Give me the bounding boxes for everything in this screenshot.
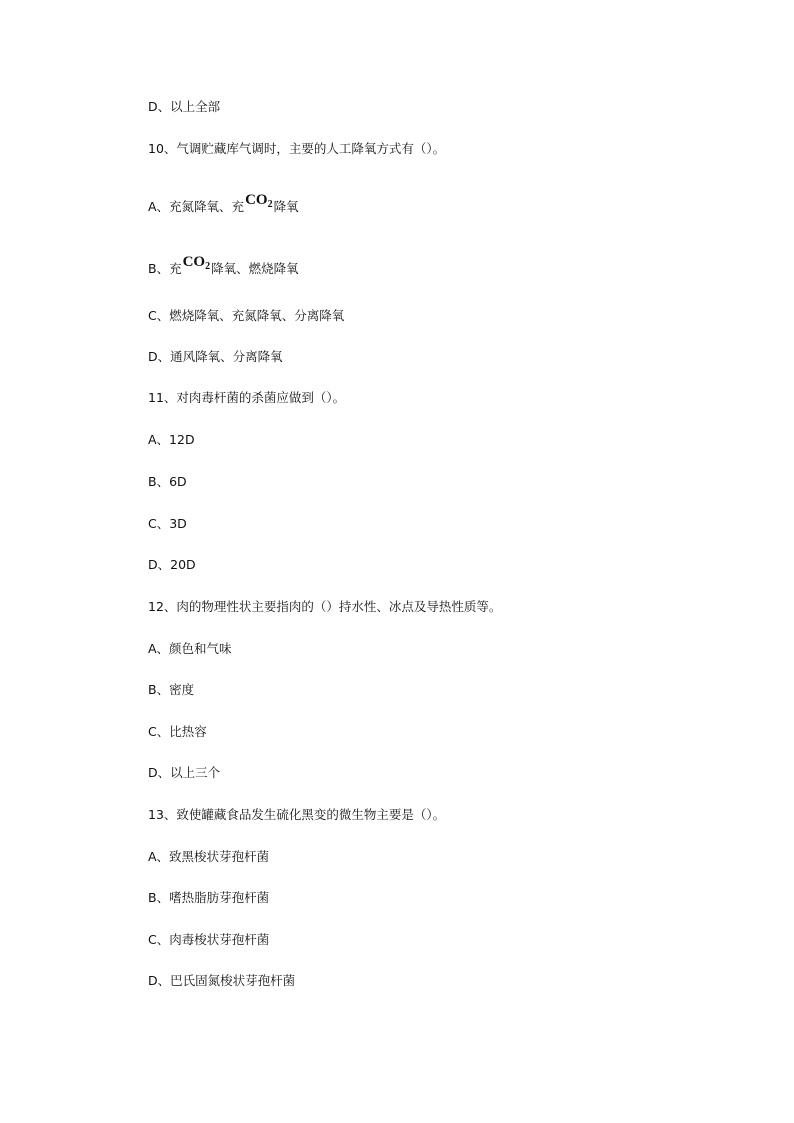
co2-main: CO xyxy=(182,254,206,270)
q13-option-a: A、致黑梭状芽孢杆菌 xyxy=(148,849,270,864)
q13-option-c: C、肉毒梭状芽孢杆菌 xyxy=(148,932,270,947)
co2-formula xyxy=(245,192,273,208)
q12-option-b: B、密度 xyxy=(148,682,195,697)
q10-option-b-text-before: B、充 xyxy=(148,261,182,276)
q10-option-c: C、燃烧降氧、充氮降氧、分离降氧 xyxy=(148,308,345,323)
q13-option-d: D、巴氏固氮梭状芽孢杆菌 xyxy=(148,973,296,988)
q10-option-a-text-before: A、充氮降氧、充 xyxy=(148,199,245,214)
q10-option-d: D、通风降氧、分离降氧 xyxy=(148,349,283,364)
co2-subscript: 2 xyxy=(205,261,211,272)
q10-option-b-text-after: 降氧、燃烧降氧 xyxy=(211,261,299,276)
q11-option-b: B、6D xyxy=(148,474,187,489)
q12-stem: 12、肉的物理性状主要指肉的（）持水性、冰点及导热性质等。 xyxy=(148,599,502,614)
q11-option-a: A、12D xyxy=(148,432,195,447)
q10-option-b xyxy=(148,254,299,279)
q11-stem: 11、对肉毒杆菌的杀菌应做到（）。 xyxy=(148,390,346,405)
q13-stem: 13、致使罐藏食品发生硫化黑变的微生物主要是（）。 xyxy=(148,807,446,822)
q12-option-a: A、颜色和气味 xyxy=(148,641,232,656)
co2-subscript: 2 xyxy=(267,199,273,210)
co2-main: CO xyxy=(245,192,268,208)
q12-option-c: C、比热容 xyxy=(148,724,207,739)
q10-stem: 10、气调贮藏库气调时，主要的人工降氧方式有（）。 xyxy=(148,141,446,156)
co2-formula xyxy=(183,254,211,270)
q11-option-c: C、3D xyxy=(148,516,187,531)
q11-option-d: D、20D xyxy=(148,557,196,572)
q10-option-a-text-after: 降氧 xyxy=(273,199,299,214)
q12-option-d: D、以上三个 xyxy=(148,765,221,780)
q13-option-b: B、嗜热脂肪芽孢杆菌 xyxy=(148,890,270,905)
q9-option-d: D、以上全部 xyxy=(148,99,221,114)
q10-option-a xyxy=(148,192,299,217)
